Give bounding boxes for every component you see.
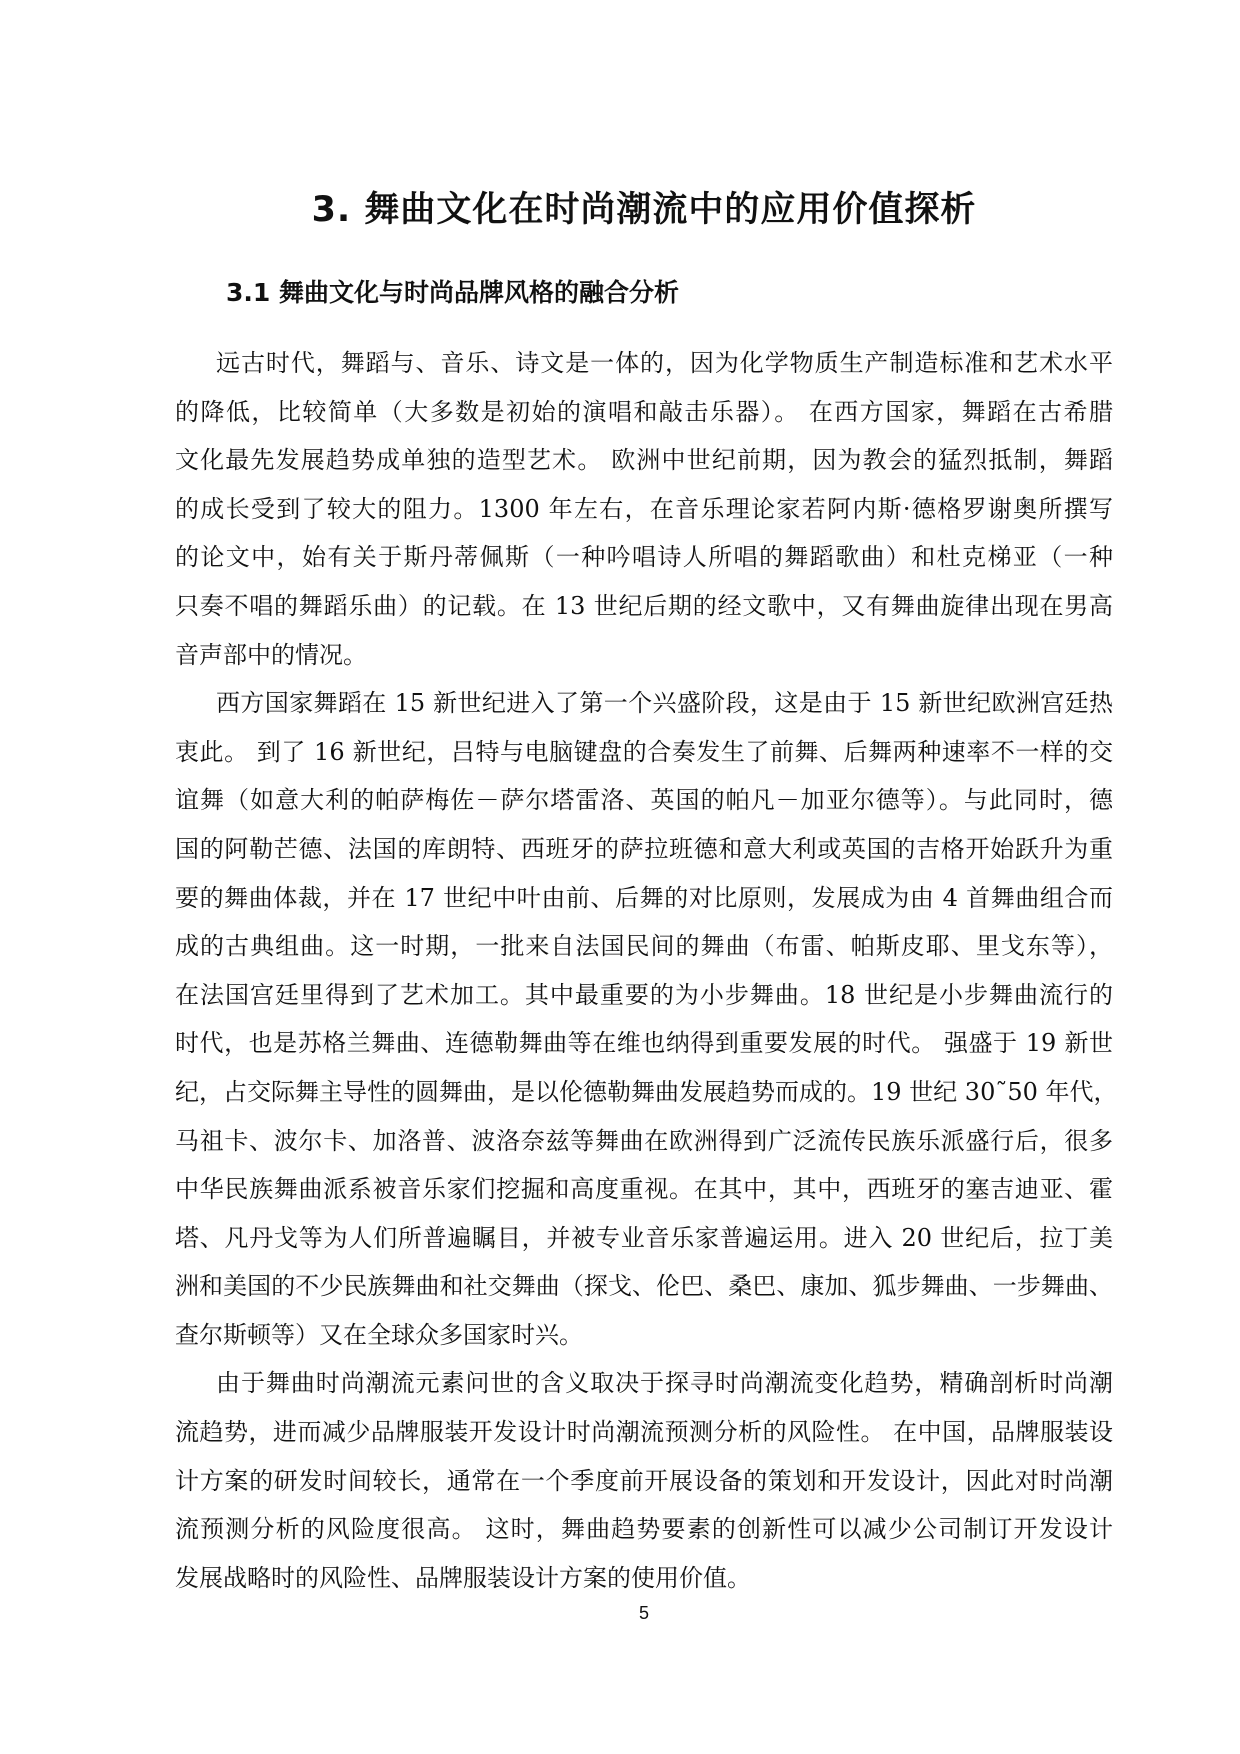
text-line: 洲和美国的不少民族舞曲和社交舞曲（探戈、伦巴、桑巴、康加、狐步舞曲、一步舞曲、 xyxy=(175,1272,1113,1301)
text-line: 文化最先发展趋势成单独的造型艺术。 欧洲中世纪前期，因为教会的猛烈抵制，舞蹈 xyxy=(175,446,1113,475)
subsection-heading: 3.1 舞曲文化与时尚品牌风格的融合分析 xyxy=(226,278,679,307)
text-line: 发展战略时的风险性、品牌服装设计方案的使用价值。 xyxy=(175,1563,751,1592)
text-line: 谊舞（如意大利的帕萨梅佐－萨尔塔雷洛、英国的帕凡－加亚尔德等）。与此同时，德 xyxy=(175,786,1113,815)
body-text xyxy=(175,339,1118,1602)
text-line: 的降低，比较简单（大多数是初始的演唱和敲击乐器）。 在西方国家，舞蹈在古希腊 xyxy=(175,397,1113,426)
text-line: 成的古典组曲。这一时期，一批来自法国民间的舞曲（布雷、帕斯皮耶、里戈东等）， xyxy=(175,932,1113,961)
text-line: 时代，也是苏格兰舞曲、连德勒舞曲等在维也纳得到重要发展的时代。 强盛于 19 新世 xyxy=(175,1029,1113,1058)
section-heading: 3. 舞曲文化在时尚潮流中的应用价值探析 xyxy=(311,190,977,230)
text-line: 纪，占交际舞主导性的圆舞曲，是以伦德勒舞曲发展趋势而成的。19 世纪 30˜50 年代， xyxy=(175,1077,1118,1106)
text-line: 要的舞曲体裁，并在 17 世纪中叶由前、后舞的对比原则，发展成为由 4 首舞曲组合而 xyxy=(175,883,1113,912)
text-line: 查尔斯顿等）又在全球众多国家时兴。 xyxy=(175,1320,583,1349)
text-line: 马祖卡、波尔卡、加洛普、波洛奈兹等舞曲在欧洲得到广泛流传民族乐派盛行后，很多 xyxy=(175,1126,1113,1155)
text-line: 国的阿勒芒德、法国的库朗特、西班牙的萨拉班德和意大利或英国的吉格开始跃升为重 xyxy=(175,834,1113,863)
text-line: 的成长受到了较大的阻力。1300 年左右，在音乐理论家若阿内斯·德格罗谢奥所撰写 xyxy=(175,494,1113,523)
text-line: 西方国家舞蹈在 15 新世纪进入了第一个兴盛阶段，这是由于 15 新世纪欧洲宫廷热 xyxy=(216,689,1113,718)
text-line: 音声部中的情况。 xyxy=(175,640,367,669)
text-line: 流预测分析的风险度很高。 这时，舞曲趋势要素的创新性可以减少公司制订开发设计 xyxy=(175,1515,1113,1544)
text-line: 只奏不唱的舞蹈乐曲）的记载。在 13 世纪后期的经文歌中，又有舞曲旋律出现在男高 xyxy=(175,591,1113,620)
text-line: 塔、凡丹戈等为人们所普遍瞩目，并被专业音乐家普遍运用。进入 20 世纪后，拉丁美 xyxy=(175,1223,1113,1252)
page-number: 5 xyxy=(638,1603,649,1623)
text-line: 由于舞曲时尚潮流元素问世的含义取决于探寻时尚潮流变化趋势，精确剖析时尚潮 xyxy=(216,1369,1113,1398)
text-line: 衷此。 到了 16 新世纪，吕特与电脑键盘的合奏发生了前舞、后舞两种速率不一样的交 xyxy=(175,737,1113,766)
paragraph xyxy=(175,1359,1113,1602)
text-line: 流趋势，进而减少品牌服装开发设计时尚潮流预测分析的风险性。 在中国，品牌服装设 xyxy=(175,1418,1113,1447)
text-line: 计方案的研发时间较长，通常在一个季度前开展设备的策划和开发设计，因此对时尚潮 xyxy=(175,1466,1113,1495)
text-line: 在法国宫廷里得到了艺术加工。其中最重要的为小步舞曲。18 世纪是小步舞曲流行的 xyxy=(175,980,1113,1009)
text-line: 远古时代，舞蹈与、音乐、诗文是一体的，因为化学物质生产制造标准和艺术水平 xyxy=(216,349,1113,377)
paragraph xyxy=(175,679,1118,1359)
text-line: 的论文中，始有关于斯丹蒂佩斯（一种吟唱诗人所唱的舞蹈歌曲）和杜克梯亚（一种 xyxy=(175,543,1113,572)
text-line: 中华民族舞曲派系被音乐家们挖掘和高度重视。在其中，其中，西班牙的塞吉迪亚、霍 xyxy=(175,1175,1113,1204)
paragraph xyxy=(175,339,1113,679)
